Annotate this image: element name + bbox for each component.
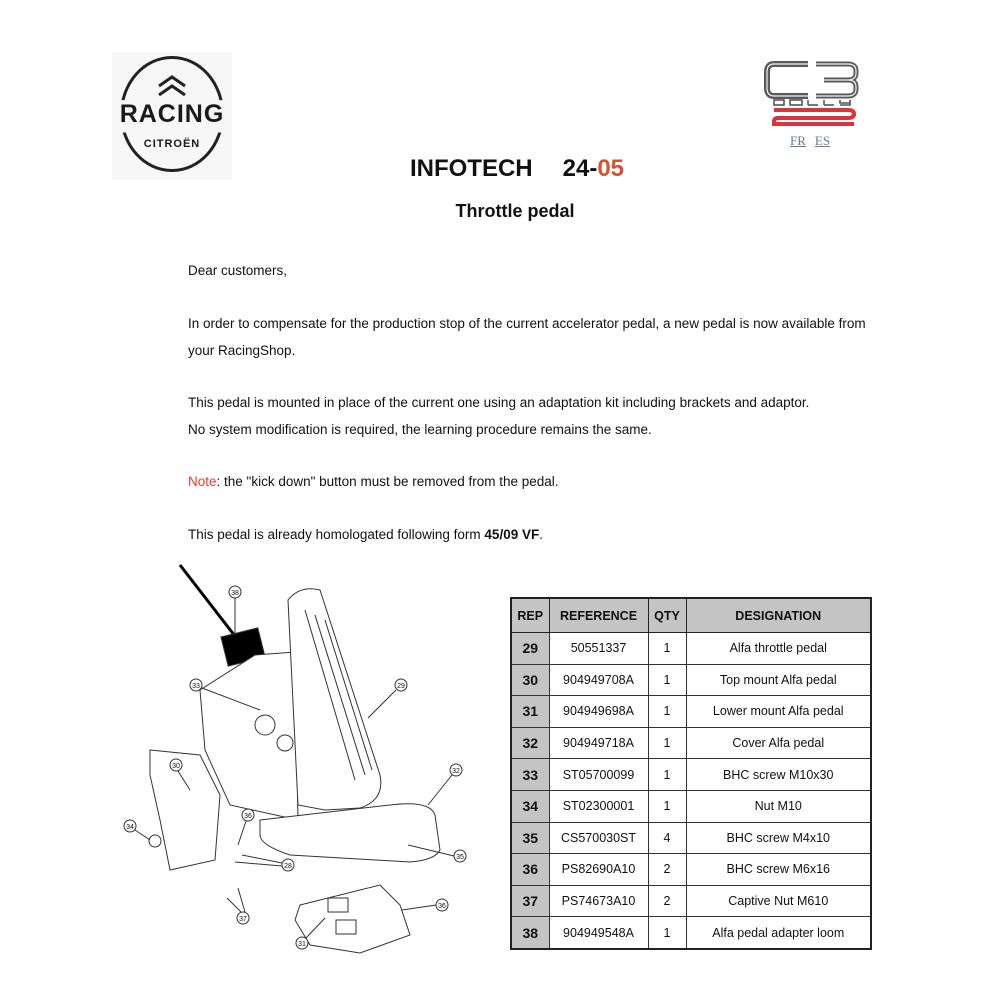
language-link-fr[interactable]: FR (790, 133, 806, 148)
header-rep: REP (511, 598, 549, 633)
table-row (511, 633, 871, 665)
svg-text:35: 35 (456, 854, 464, 861)
svg-text:29: 29 (397, 683, 405, 690)
title-prefix: INFOTECH (409, 155, 533, 182)
cell-reference: 904949698A (549, 696, 648, 728)
table-row (511, 854, 871, 886)
cell-reference: 904949548A (549, 917, 648, 949)
double-chevron-icon (156, 74, 188, 98)
language-links (790, 133, 839, 149)
cell-qty: 1 (648, 696, 686, 728)
cell-rep: 36 (511, 854, 549, 886)
note-label: Note (188, 474, 217, 489)
c3-rally2-logo (764, 60, 860, 128)
svg-text:36: 36 (244, 813, 252, 820)
table-row (511, 790, 871, 822)
cell-reference: 904949718A (549, 727, 648, 759)
cell-reference: PS74673A10 (549, 885, 648, 917)
cell-rep: 33 (511, 759, 549, 791)
paragraph-mounting-line1: This pedal is mounted in place of the current one using an adaptation kit including brackets and adaptor. (188, 395, 810, 410)
cell-designation: BHC screw M6x16 (686, 854, 871, 886)
callout-36a (238, 809, 254, 845)
cell-qty: 1 (648, 917, 686, 949)
cell-rep: 35 (511, 822, 549, 854)
table-row (511, 727, 871, 759)
table-row (511, 822, 871, 854)
callout-37 (227, 888, 249, 924)
cell-qty: 1 (648, 633, 686, 665)
cell-designation: BHC screw M4x10 (686, 822, 871, 854)
cell-reference: 904949708A (549, 664, 648, 696)
header-qty: QTY (648, 598, 686, 633)
svg-text:33: 33 (192, 683, 200, 690)
cell-rep: 30 (511, 664, 549, 696)
cell-reference: PS82690A10 (549, 854, 648, 886)
header-designation: DESIGNATION (686, 598, 871, 633)
table-row (511, 664, 871, 696)
callout-38 (229, 586, 241, 635)
cell-qty: 2 (648, 854, 686, 886)
cell-designation: Nut M10 (686, 790, 871, 822)
callout-29 (368, 679, 407, 718)
parts-table (510, 597, 872, 950)
cell-qty: 2 (648, 885, 686, 917)
homologation-form: 45/09 VF (484, 527, 540, 542)
cell-reference: ST05700099 (549, 759, 648, 791)
table-header-row (511, 598, 871, 633)
cell-qty: 1 (648, 727, 686, 759)
cell-rep: 37 (511, 885, 549, 917)
cell-designation: Alfa pedal adapter loom (686, 917, 871, 949)
svg-text:28: 28 (284, 863, 292, 870)
cell-rep: 38 (511, 917, 549, 949)
homologation-paragraph (188, 521, 868, 548)
callout-32 (428, 764, 462, 805)
cell-reference: 50551337 (549, 633, 648, 665)
logo-citroen-text: CITROËN (143, 138, 201, 150)
callout-36b (402, 899, 448, 911)
svg-text:30: 30 (172, 763, 180, 770)
greeting: Dear customers, (188, 263, 288, 278)
paragraph-mounting-line2: No system modification is required, the learning procedure remains the same. (188, 422, 652, 437)
table-row (511, 885, 871, 917)
callout-34 (124, 820, 150, 840)
table-row (511, 917, 871, 949)
svg-text:32: 32 (452, 768, 460, 775)
cell-rep: 32 (511, 727, 549, 759)
title-number: 24- (562, 155, 598, 182)
note-text: : the "kick down" button must be removed from the pedal. (216, 474, 559, 489)
cell-rep: 29 (511, 633, 549, 665)
cell-designation: Lower mount Alfa pedal (686, 696, 871, 728)
svg-text:38: 38 (231, 590, 239, 597)
cell-designation: Cover Alfa pedal (686, 727, 871, 759)
cell-qty: 1 (648, 664, 686, 696)
cell-qty: 1 (648, 790, 686, 822)
cell-designation: BHC screw M10x30 (686, 759, 871, 791)
note-paragraph (188, 468, 868, 495)
cell-qty: 1 (648, 759, 686, 791)
cell-reference: ST02300001 (549, 790, 648, 822)
language-link-es[interactable]: ES (814, 133, 831, 148)
cell-rep: 34 (511, 790, 549, 822)
homologation-end: . (539, 527, 543, 542)
pedal-exploded-diagram (110, 560, 490, 960)
document-title (0, 155, 1000, 183)
cell-designation: Top mount Alfa pedal (686, 664, 871, 696)
cell-reference: CS570030ST (549, 822, 648, 854)
svg-text:37: 37 (239, 916, 247, 923)
cell-designation: Captive Nut M610 (686, 885, 871, 917)
svg-text:34: 34 (126, 824, 134, 831)
table-row (511, 759, 871, 791)
table-row (511, 696, 871, 728)
cell-qty: 4 (648, 822, 686, 854)
svg-text:36: 36 (438, 903, 446, 910)
svg-text:31: 31 (298, 941, 306, 948)
cell-rep: 31 (511, 696, 549, 728)
cell-designation: Alfa throttle pedal (686, 633, 871, 665)
callout-28 (235, 855, 294, 871)
header-reference: REFERENCE (549, 598, 648, 633)
paragraph-availability: In order to compensate for the production stop of the current accelerator pedal, a new pedal is now available from your RacingShop. (188, 316, 866, 358)
document-subtitle: Throttle pedal (455, 201, 575, 221)
logo-racing-text: RACING (119, 100, 225, 128)
homologation-text: This pedal is already homologated following form (188, 527, 485, 542)
title-number-red: 05 (597, 155, 625, 182)
